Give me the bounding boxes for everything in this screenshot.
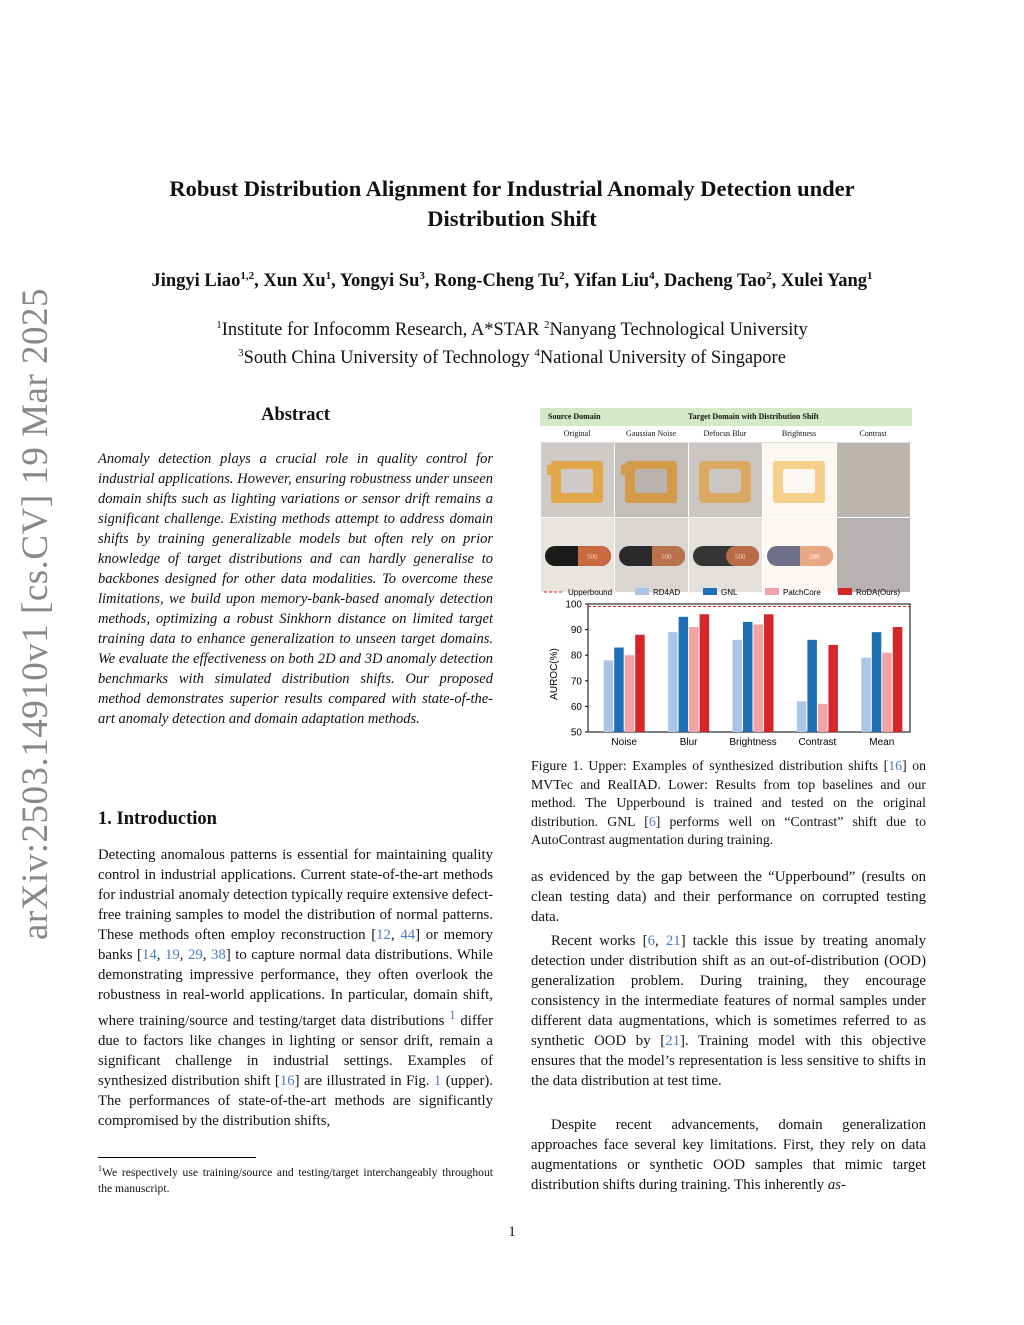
title-line-2: Distribution Shift	[427, 206, 597, 231]
bar-patchcore-noise	[625, 655, 635, 732]
bar-gnl-noise	[614, 648, 624, 732]
y-axis-label: AUROC(%)	[549, 648, 560, 700]
affiliation-line-1: $^1$Institute for Infocomm Research, A*STAR $^2$Nanyang Technological University	[216, 319, 808, 341]
y-tick-label: 80	[570, 650, 582, 662]
y-tick-label: 90	[570, 625, 582, 637]
legend-label: RD4AD	[653, 588, 681, 597]
source-domain-label: Source Domain	[548, 412, 601, 421]
legend-swatch	[838, 588, 852, 595]
bar-roda-ours--blur	[700, 614, 710, 732]
chart-bars	[604, 614, 903, 732]
y-tick-label: 70	[570, 676, 582, 688]
bar-patchcore-blur	[689, 627, 699, 732]
citation-link[interactable]: 16	[888, 758, 903, 773]
x-tick-label: Brightness	[729, 737, 777, 748]
figure-column-labels	[540, 426, 912, 443]
abstract-body: Anomaly detection plays a crucial role in quality control for industrial applications. However, ensuring robustness under unseen domain shifts such as lighting variations or sensor drift remains a significant challenge. Existing methods attempt to address domain shifts by training generalizable models but often rely on prior knowledge of target distributions and can hardly generalise to backbones designed for other data modalities. To overcome these limitations, we build upon memory-bank-based anomaly detection methods, optimizing a robust Sinkhorn distance on limited target training data to enhance generalization to unseen target domains. We evaluate the effectiveness on both 2D and 3D anomaly detection benchmarks with simulated distribution shifts. Our proposed method demonstrates superior results compared with state-of-the-art anomaly detection and domain adaptation methods.	[98, 451, 493, 727]
legend-swatch	[635, 588, 649, 595]
capsule-brightness-image	[763, 518, 836, 592]
column-label: Brightness	[781, 429, 817, 438]
author: Xulei Yang$^1$	[780, 270, 873, 292]
x-tick-label: Noise	[611, 737, 637, 748]
author: Jingyi Liao$^{1,2}$,	[151, 270, 264, 292]
paper-title	[120, 174, 904, 234]
citation-link[interactable]: 19	[164, 947, 180, 963]
tray-defocus-blur-image	[689, 443, 762, 517]
abstract-heading: Abstract	[261, 405, 330, 425]
bar-rd4ad-mean	[861, 658, 871, 732]
bar-roda-ours--contrast	[828, 645, 838, 732]
capsule-gaussian-noise-image	[615, 518, 688, 592]
footnote-link[interactable]: 1	[449, 1008, 456, 1022]
legend-swatch	[765, 588, 779, 595]
author: Yongyi Su$^3$,	[339, 270, 435, 292]
author: Dacheng Tao$^2$,	[663, 270, 781, 292]
x-tick-label: Contrast	[798, 737, 837, 748]
intro-paragraph: Detecting anomalous patterns is essential for maintaining quality control in industrial applications. Current state-of-the-art methods for industrial anomaly detection typically require extensive defect-free training samples to model the distribution of normal patterns. These methods often employ reconstruction [12, 44] or memory banks [14, 19, 29, 38] to capture normal data distributions. While demonstrating impressive performance, they often overlook the robustness in real-world applications. In particular, domain shift, where training/source and testing/target data distributions $^1$ differ due to factors like changes in lighting or sensor drift, remain a significant challenge in industrial settings. Examples of synthesized distribution shift [16] are illustrated in Fig. 1 (upper). The performances of state-of-the-art methods are significantly compromised by the distribution shifts,	[98, 847, 493, 1129]
bar-roda-ours--mean	[893, 627, 903, 732]
tray-gaussian-noise-image	[615, 443, 688, 517]
column-label: Defocus Blur	[703, 429, 747, 438]
legend-swatch	[703, 588, 717, 595]
legend-label: RoDA(Ours)	[856, 588, 901, 597]
capsule-marking: 500	[661, 553, 672, 561]
capsule-original-image	[541, 518, 614, 592]
citation-link[interactable]: 29	[188, 947, 203, 963]
bar-gnl-blur	[679, 617, 689, 732]
figure-link[interactable]: 1	[433, 1072, 442, 1089]
tray-contrast-image	[837, 443, 910, 517]
bar-roda-ours--noise	[635, 635, 645, 732]
bar-patchcore-mean	[882, 653, 892, 732]
author-list	[80, 270, 944, 292]
citation-link[interactable]: 14	[141, 947, 157, 963]
page-number: 1	[508, 1224, 516, 1240]
bar-gnl-mean	[872, 632, 882, 732]
affiliations	[120, 314, 904, 370]
bar-rd4ad-noise	[604, 660, 614, 732]
x-tick-label: Blur	[679, 737, 698, 748]
bar-gnl-contrast	[807, 640, 817, 732]
figure-caption: Figure 1. Upper: Examples of synthesized distribution shifts [16] on MVTec and RealIAD. Lower: Results from top baselines and our method. The Upperbound is trained and tested on the original distribution. GNL [6] performs well on “Contrast” shift due to AutoContrast augmentation during training.	[531, 758, 926, 847]
column-label: Original	[563, 429, 591, 438]
legend-label: PatchCore	[783, 588, 821, 597]
right-paragraph-2: Recent works [6, 21] tackle this issue by treating anomaly detection under distribution shift as an out-of-distribution (OOD) generalization problem. During training, they encourage consistency in the intermediate features of normal samples under different data augmentations, which is sometimes referred to as synthetic OOD by [21]. Training model with this objective ensures that the model’s representation is less sensitive to shifts in the data distribution at test time.	[531, 933, 927, 1089]
citation-link[interactable]: 6	[648, 813, 656, 829]
right-paragraph-1: as evidenced by the gap between the “Upperbound” (results on clean testing data) and their performance on corrupted testing data.	[531, 869, 926, 925]
right-paragraph-3: Despite recent advancements, domain generalization approaches face several key limitations. First, they rely on data augmentations or synthetic OOD samples that mimic target distribution shifts during training. This inherently as-	[531, 1117, 926, 1193]
auroc-bar-chart	[540, 582, 912, 756]
citation-link[interactable]: 44	[400, 927, 416, 943]
capsule-defocus-blur-image	[689, 518, 762, 592]
footnote-rule	[98, 1157, 256, 1158]
capsule-marking: 500	[809, 553, 820, 561]
bar-patchcore-contrast	[818, 704, 828, 732]
figure-domain-header	[540, 408, 912, 426]
footnote: $^1$We respectively use training/source and testing/target interchangeably throughout the manuscript.	[98, 1164, 493, 1195]
citation-link[interactable]: 16	[279, 1072, 295, 1089]
y-tick-label: 60	[570, 701, 582, 713]
citation-link[interactable]: 38	[211, 947, 226, 963]
x-tick-label: Mean	[869, 737, 895, 748]
chart-legend	[544, 588, 900, 597]
capsule-marking: 500	[735, 553, 746, 561]
author: Yifan Liu$^4$,	[573, 270, 664, 292]
tray-brightness-image	[763, 443, 836, 517]
arxiv-identifier: arXiv:2503.14910v1 [cs.CV] 19 Mar 2025	[15, 287, 56, 940]
bar-rd4ad-brightness	[733, 640, 743, 732]
y-tick-label: 100	[565, 599, 582, 611]
legend-label: GNL	[721, 588, 738, 597]
intro-heading: 1. Introduction	[98, 809, 217, 829]
column-label: Gaussian Noise	[626, 429, 676, 438]
title-line-1: Robust Distribution Alignment for Industrial Anomaly Detection under	[169, 176, 855, 201]
bar-rd4ad-blur	[668, 632, 678, 732]
y-tick-label: 50	[570, 727, 582, 739]
author: Xun Xu$^1$,	[263, 270, 340, 292]
capsule-marking: 500	[587, 553, 598, 561]
affiliation-line-2: $^3$South China University of Technology $^4$National University of Singapore	[238, 347, 786, 369]
bar-roda-ours--brightness	[764, 614, 774, 732]
bar-gnl-brightness	[743, 622, 753, 732]
author: Rong-Cheng Tu$^2$,	[434, 270, 574, 292]
citation-link[interactable]: 21	[665, 933, 681, 949]
capsule-contrast-image	[837, 518, 910, 592]
target-domain-label: Target Domain with Distribution Shift	[688, 412, 819, 421]
chart-axes	[549, 600, 910, 749]
citation-link[interactable]: 12	[376, 927, 391, 943]
column-label: Contrast	[859, 429, 887, 438]
citation-link[interactable]: 6	[647, 933, 655, 949]
legend-upperbound-label: Upperbound	[568, 588, 613, 597]
chart-svg	[540, 582, 912, 756]
citation-link[interactable]: 21	[665, 1033, 680, 1049]
bar-patchcore-brightness	[754, 624, 764, 732]
bar-rd4ad-contrast	[797, 701, 807, 732]
tray-original-image	[541, 443, 614, 517]
